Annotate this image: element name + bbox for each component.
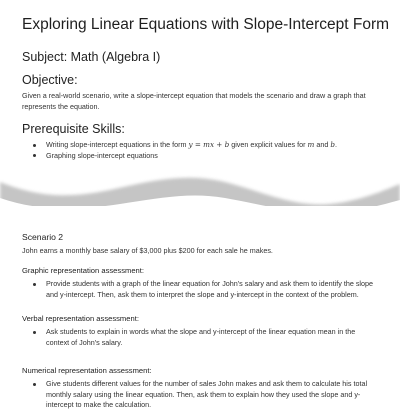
- prerequisite-text-middle: given explicit values for: [229, 140, 308, 149]
- list-item: Provide students with a graph of the linear equation for John's salary and ask them to identify the slope and y-intercept. Then, ask them to interpret the slope and y-intercept in the context of the problem.: [22, 279, 382, 300]
- numerical-assessment-list: [22, 379, 382, 411]
- scenario-heading: Scenario 2: [22, 232, 64, 242]
- prerequisite-text-end: .: [334, 140, 337, 149]
- scenario-text: John earns a monthly base salary of $3,000 plus $200 for each sale he makes.: [22, 246, 273, 255]
- list-item: Give students different values for the number of sales John makes and ask them to calculate his total monthly salary using the linear equation. Then, ask them to explain how they used the slope and y-intercept to make the calculation.: [22, 379, 382, 411]
- graphic-assessment-heading: Graphic representation assessment:: [22, 266, 144, 275]
- prerequisite-list: [22, 140, 382, 161]
- document-title: Exploring Linear Equations with Slope-Intercept Form: [22, 16, 390, 33]
- variable-m: m: [307, 140, 315, 149]
- equation-form: y = mx + b: [188, 140, 230, 149]
- list-item: Graphing slope-intercept equations: [22, 151, 382, 162]
- prerequisite-text-and: and: [314, 140, 331, 149]
- variable-b: b: [330, 140, 335, 149]
- objective-text: Given a real-world scenario, write a slope-intercept equation that models the scenario and draw a graph that represents the equation.: [22, 91, 366, 111]
- list-item: Ask students to explain in words what the slope and y-intercept of the linear equation mean in the context of John's salary.: [22, 327, 377, 348]
- numerical-assessment-heading: Numerical representation assessment:: [22, 366, 152, 375]
- objective-heading: Objective:: [22, 73, 78, 87]
- verbal-assessment-list: [22, 327, 377, 348]
- prerequisite-text: Writing slope-intercept equations in the form: [46, 140, 189, 149]
- prerequisite-heading: Prerequisite Skills:: [22, 122, 125, 136]
- list-item: [22, 140, 382, 151]
- graphic-assessment-list: [22, 279, 382, 300]
- verbal-assessment-heading: Verbal representation assessment:: [22, 314, 139, 323]
- subject-line: Subject: Math (Algebra I): [22, 50, 161, 64]
